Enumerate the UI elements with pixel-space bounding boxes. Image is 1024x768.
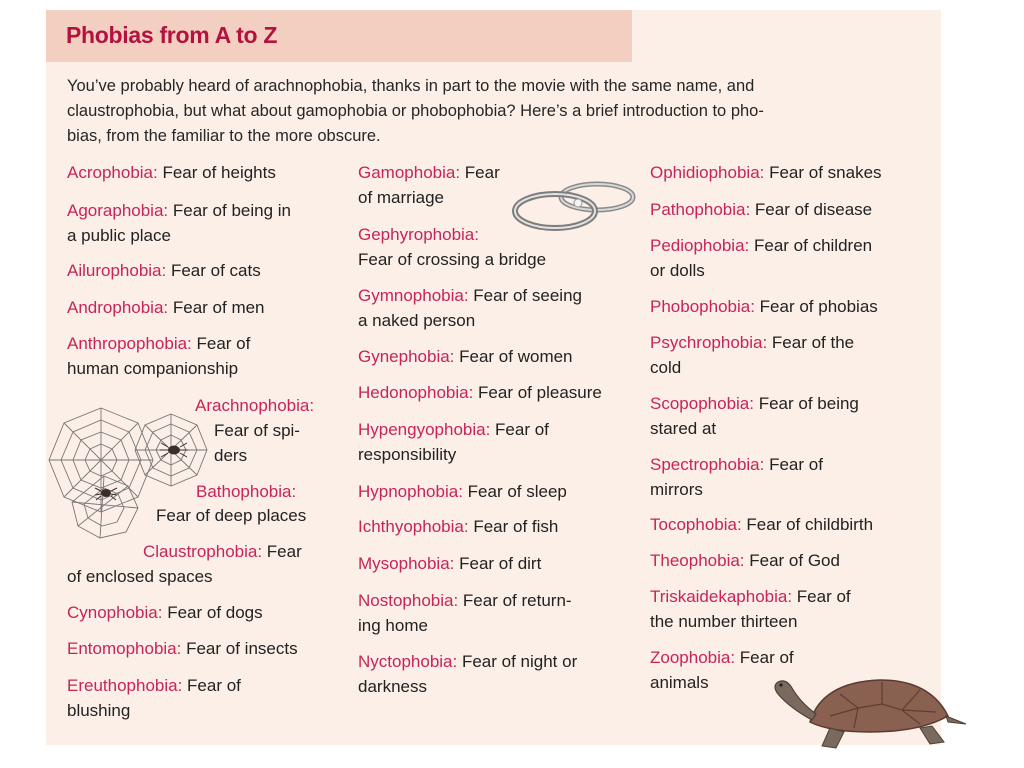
phobia-definition: blushing — [67, 701, 131, 720]
phobia-definition: ders — [214, 446, 248, 465]
phobia-definition: a public place — [67, 226, 171, 245]
phobia-definition: Fear of — [490, 420, 549, 439]
phobia-term: Ereuthophobia: — [67, 676, 183, 695]
phobia-definition: Fear of return- — [458, 591, 572, 610]
phobia-term: Claustrophobia: — [143, 542, 263, 561]
phobia-definition: Fear of children — [749, 236, 873, 255]
phobia-definition: Fear of deep places — [156, 506, 307, 525]
phobia-term: Nyctophobia: — [358, 652, 458, 671]
phobia-definition: Fear of — [191, 334, 251, 353]
phobia-entry-claustrophobia-definition — [67, 564, 213, 589]
phobia-term: Androphobia: — [67, 298, 169, 317]
phobia-definition: Fear of men — [168, 298, 265, 317]
phobia-entry-ophidiophobia — [650, 160, 882, 185]
phobia-entry-anthropophobia — [67, 331, 250, 381]
phobia-definition: responsibility — [358, 445, 457, 464]
phobia-definition: Fear of God — [744, 551, 840, 570]
phobia-definition: Fear of crossing a bridge — [358, 250, 547, 269]
phobia-definition: a naked person — [358, 311, 476, 330]
phobia-term: Agoraphobia: — [67, 201, 169, 220]
phobia-entry-ereuthophobia — [67, 673, 241, 723]
phobia-term: Bathophobia: — [196, 482, 297, 501]
phobia-definition: Fear of disease — [750, 200, 873, 219]
phobia-term: Nostophobia: — [358, 591, 459, 610]
phobia-term: Pathophobia: — [650, 200, 751, 219]
phobia-term: Cynophobia: — [67, 603, 163, 622]
phobia-entry-hypnophobia — [358, 479, 567, 504]
phobia-entry-pediophobia — [650, 233, 872, 283]
phobia-term: Pediophobia: — [650, 236, 750, 255]
phobia-entry-scopophobia — [650, 391, 859, 441]
phobia-entry-hedonophobia — [358, 380, 602, 405]
phobia-definition: Fear of snakes — [764, 163, 882, 182]
phobia-entry-agoraphobia — [67, 198, 291, 248]
phobia-definition: Fear of cats — [166, 261, 261, 280]
phobia-definition: Fear of sleep — [462, 482, 567, 501]
phobia-definition: cold — [650, 358, 682, 377]
phobia-term: Scopophobia: — [650, 394, 754, 413]
phobia-term: Phobophobia: — [650, 297, 755, 316]
phobia-definition: Fear of — [182, 676, 241, 695]
phobia-entry-mysophobia — [358, 551, 541, 576]
phobia-definition: Fear of — [764, 455, 823, 474]
phobia-definition: ing home — [358, 616, 428, 635]
phobia-term: Ophidiophobia: — [650, 163, 765, 182]
phobia-term: Hedonophobia: — [358, 383, 474, 402]
intro-paragraph — [67, 74, 917, 149]
phobia-term: Gynephobia: — [358, 347, 455, 366]
phobia-entry-gynephobia — [358, 344, 573, 369]
phobia-definition: Fear of dirt — [454, 554, 542, 573]
phobia-definition: Fear of — [792, 587, 851, 606]
phobia-entry-acrophobia — [67, 160, 276, 185]
phobia-definition: stared at — [650, 419, 717, 438]
phobia-entry-gymnophobia — [358, 283, 582, 333]
phobia-term: Ichthyophobia: — [358, 517, 469, 536]
intro-line: You’ve probably heard of arachnophobia, thanks in part to the movie with the same name, and — [67, 77, 755, 95]
phobia-term: Hypnophobia: — [358, 482, 463, 501]
phobia-entry-nyctophobia — [358, 649, 577, 699]
phobia-definition: Fear of night or — [457, 652, 578, 671]
phobia-term: Anthropophobia: — [67, 334, 192, 353]
phobia-term: Gamophobia: — [358, 163, 461, 182]
phobia-entry-ailurophobia — [67, 258, 261, 283]
phobia-term: Ailurophobia: — [67, 261, 167, 280]
phobia-term: Tocophobia: — [650, 515, 742, 534]
phobia-term: Zoophobia: — [650, 648, 736, 667]
spider-webs-icon — [46, 398, 216, 548]
phobia-definition: Fear of fish — [468, 517, 559, 536]
phobia-entry-hypengyophobia — [358, 417, 549, 467]
wedding-rings-icon — [512, 175, 636, 241]
phobia-definition: Fear of childbirth — [741, 515, 874, 534]
phobia-entry-androphobia — [67, 295, 265, 320]
phobia-definition: the number thirteen — [650, 612, 798, 631]
phobia-definition: Fear — [262, 542, 302, 561]
phobia-definition: Fear of the — [767, 333, 855, 352]
phobia-definition: mirrors — [650, 480, 703, 499]
phobia-entry-psychrophobia — [650, 330, 854, 380]
phobia-entry-tocophobia — [650, 512, 873, 537]
phobia-term: Gephyrophobia: — [358, 225, 479, 244]
phobia-definition: Fear of insects — [181, 639, 298, 658]
phobia-entry-arachnophobia-definition — [214, 418, 300, 468]
phobia-definition: Fear of pleasure — [473, 383, 602, 402]
phobia-definition: animals — [650, 673, 709, 692]
phobia-term: Triskaidekaphobia: — [650, 587, 793, 606]
phobia-entry-spectrophobia — [650, 452, 823, 502]
phobia-term: Psychrophobia: — [650, 333, 768, 352]
phobia-definition: of marriage — [358, 188, 444, 207]
page-title: Phobias from A to Z — [66, 22, 278, 48]
phobia-definition: of enclosed spaces — [67, 567, 213, 586]
phobia-definition: Fear of heights — [157, 163, 276, 182]
intro-line: bias, from the familiar to the more obscure. — [67, 127, 381, 145]
turtle-icon — [770, 672, 968, 756]
phobia-definition: Fear of dogs — [162, 603, 263, 622]
phobia-definition: darkness — [358, 677, 427, 696]
phobia-entry-entomophobia — [67, 636, 298, 661]
phobia-entry-nostophobia — [358, 588, 572, 638]
phobia-definition: Fear of women — [454, 347, 573, 366]
phobia-term: Acrophobia: — [67, 163, 158, 182]
phobia-definition: or dolls — [650, 261, 705, 280]
phobia-term: Hypengyophobia: — [358, 420, 491, 439]
phobia-term: Arachnophobia: — [195, 396, 315, 415]
phobia-term: Theophobia: — [650, 551, 745, 570]
phobia-entry-cynophobia — [67, 600, 263, 625]
phobia-definition: human companionship — [67, 359, 239, 378]
phobia-entry-triskaidekaphobia — [650, 584, 851, 634]
phobia-entry-phobophobia — [650, 294, 878, 319]
phobia-definition: Fear of being in — [168, 201, 291, 220]
phobia-entry-ichthyophobia — [358, 514, 558, 539]
phobia-entry-theophobia — [650, 548, 840, 573]
phobia-definition: Fear of being — [753, 394, 859, 413]
phobia-definition: Fear of phobias — [754, 297, 878, 316]
phobia-entry-gamophobia — [358, 160, 500, 210]
phobia-definition: Fear — [460, 163, 500, 182]
phobia-definition: Fear of spi- — [214, 421, 300, 440]
phobia-entry-pathophobia — [650, 197, 872, 222]
phobia-definition: Fear of — [735, 648, 794, 667]
phobia-term: Mysophobia: — [358, 554, 455, 573]
phobia-term: Gymnophobia: — [358, 286, 469, 305]
phobia-definition: Fear of seeing — [468, 286, 582, 305]
intro-line: claustrophobia, but what about gamophobia or phobophobia? Here’s a brief introduction to pho- — [67, 102, 764, 120]
phobia-term: Spectrophobia: — [650, 455, 765, 474]
phobia-term: Entomophobia: — [67, 639, 182, 658]
